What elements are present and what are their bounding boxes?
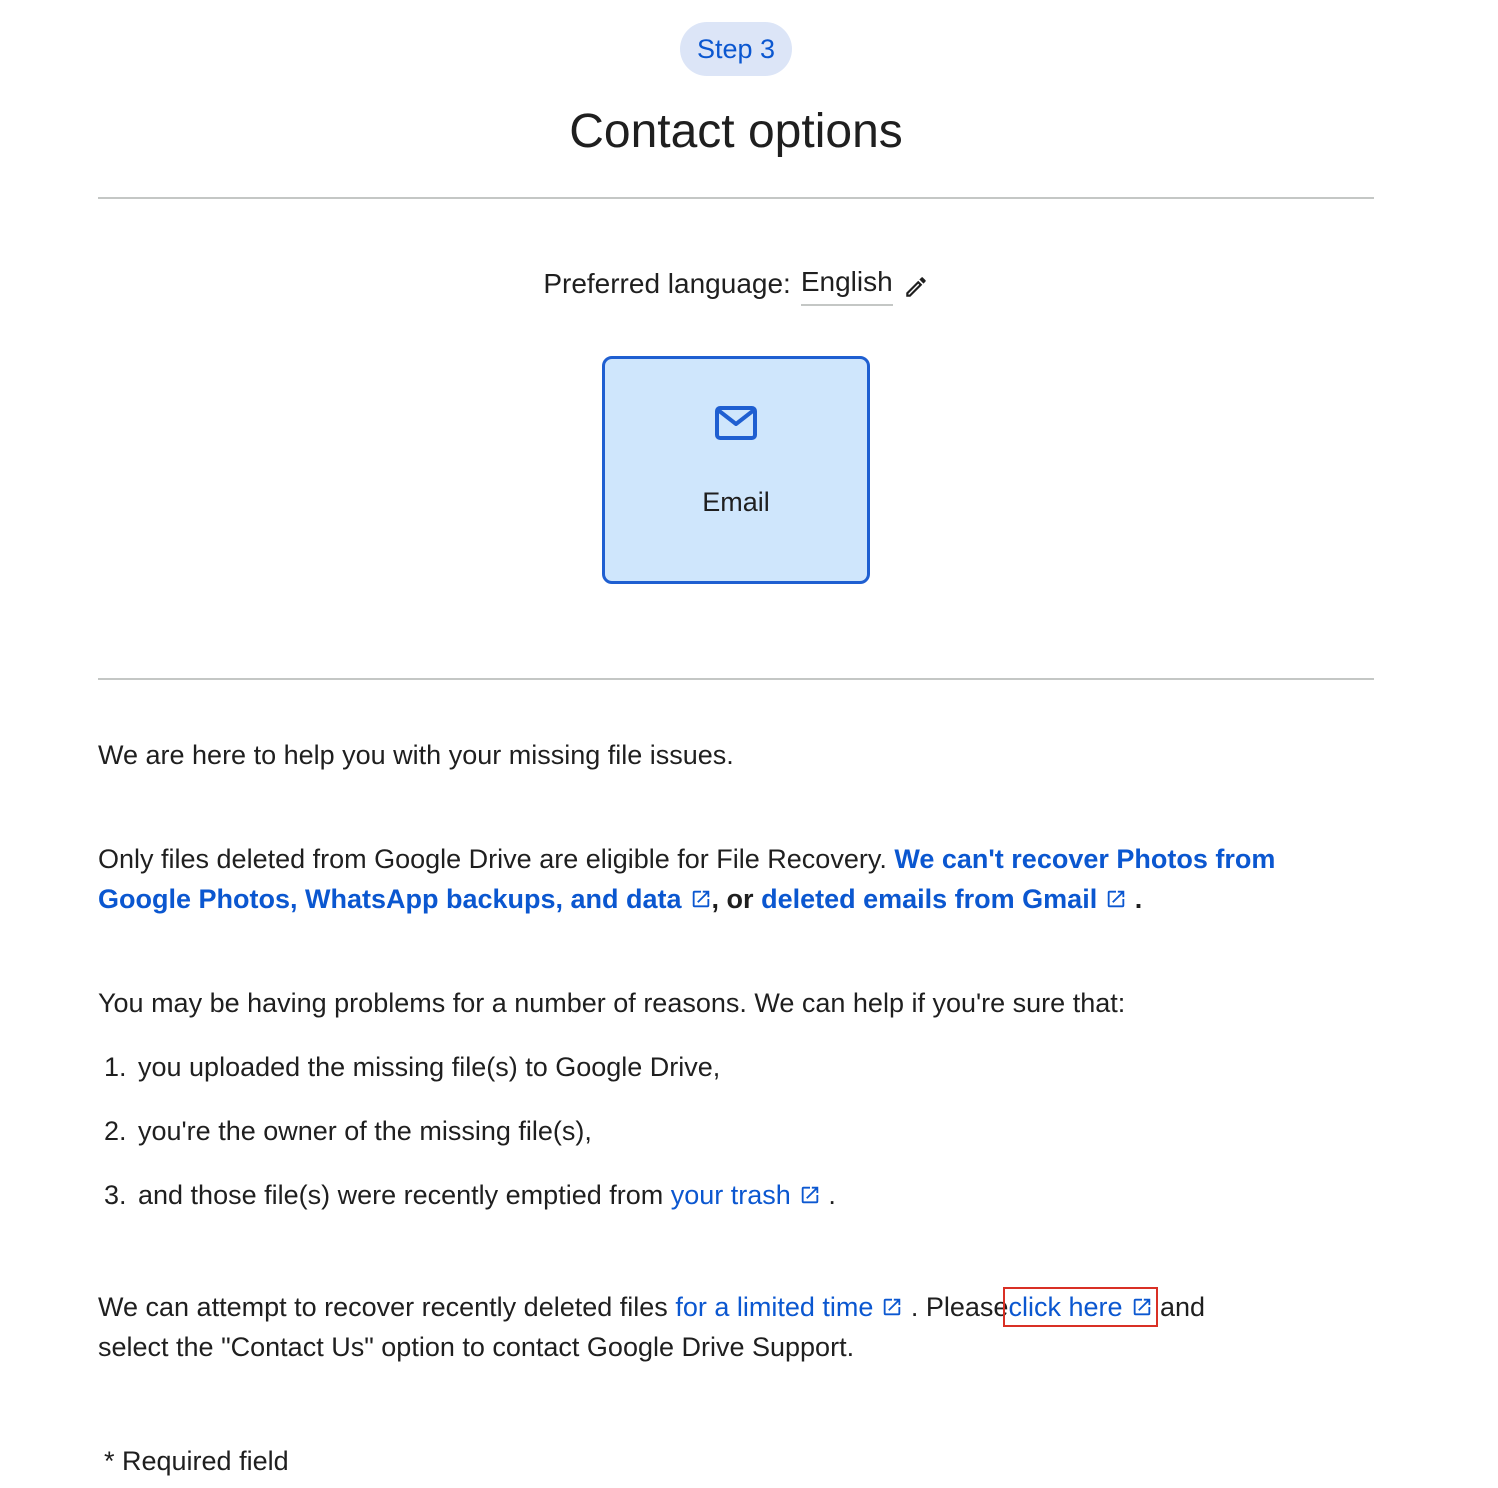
eligibility-paragraph [98, 839, 1374, 919]
list-item: 3. and those file(s) were recently emptied from your trash . [104, 1180, 836, 1210]
required-field-note: * Required field [104, 1446, 289, 1476]
list-item: 1. you uploaded the missing file(s) to Google Drive, [104, 1052, 721, 1082]
your-trash-link[interactable]: your trash [671, 1180, 821, 1210]
page-title: Contact options [569, 105, 903, 158]
pencil-icon[interactable] [903, 271, 929, 297]
email-option-label: Email [702, 487, 770, 517]
external-link-icon [1105, 888, 1127, 910]
click-here-link[interactable]: click here [1008, 1292, 1152, 1322]
external-link-icon [799, 1184, 821, 1206]
cant-recover-link[interactable]: We can't recover Photos from Google Photos, WhatsApp backups, and data [98, 844, 1276, 914]
list-item: 2. you're the owner of the missing file(s), [104, 1116, 592, 1146]
recover-paragraph: We can attempt to recover recently deleted files for a limited time . Pleaseclick here and select the "Contact Us" option to contact Google Drive Support. [98, 1292, 1206, 1362]
deleted-emails-link[interactable]: deleted emails from Gmail [761, 884, 1127, 914]
intro-text: We are here to help you with your missing file issues. [98, 740, 734, 770]
step-label: Step 3 [696, 33, 776, 64]
limited-time-link[interactable]: for a limited time [675, 1292, 903, 1322]
preferred-language-label: Preferred language: [543, 268, 791, 299]
eligibility-text: Only files deleted from Google Drive are eligible for File Recovery. [98, 844, 887, 874]
eligibility-separator: , or [711, 884, 754, 914]
top-divider [98, 197, 1374, 199]
middle-divider [98, 678, 1374, 680]
preferred-language-value[interactable]: English [801, 262, 893, 306]
reasons-intro: You may be having problems for a number of reasons. We can help if you're sure that: [98, 988, 1126, 1018]
external-link-icon [1131, 1296, 1153, 1318]
external-link-icon [690, 888, 712, 910]
external-link-icon [881, 1296, 903, 1318]
eligibility-end: . [1134, 884, 1143, 914]
step-badge [680, 22, 792, 76]
mail-icon [714, 405, 758, 441]
preferred-language-row [98, 262, 1374, 306]
email-contact-option[interactable] [602, 356, 870, 584]
